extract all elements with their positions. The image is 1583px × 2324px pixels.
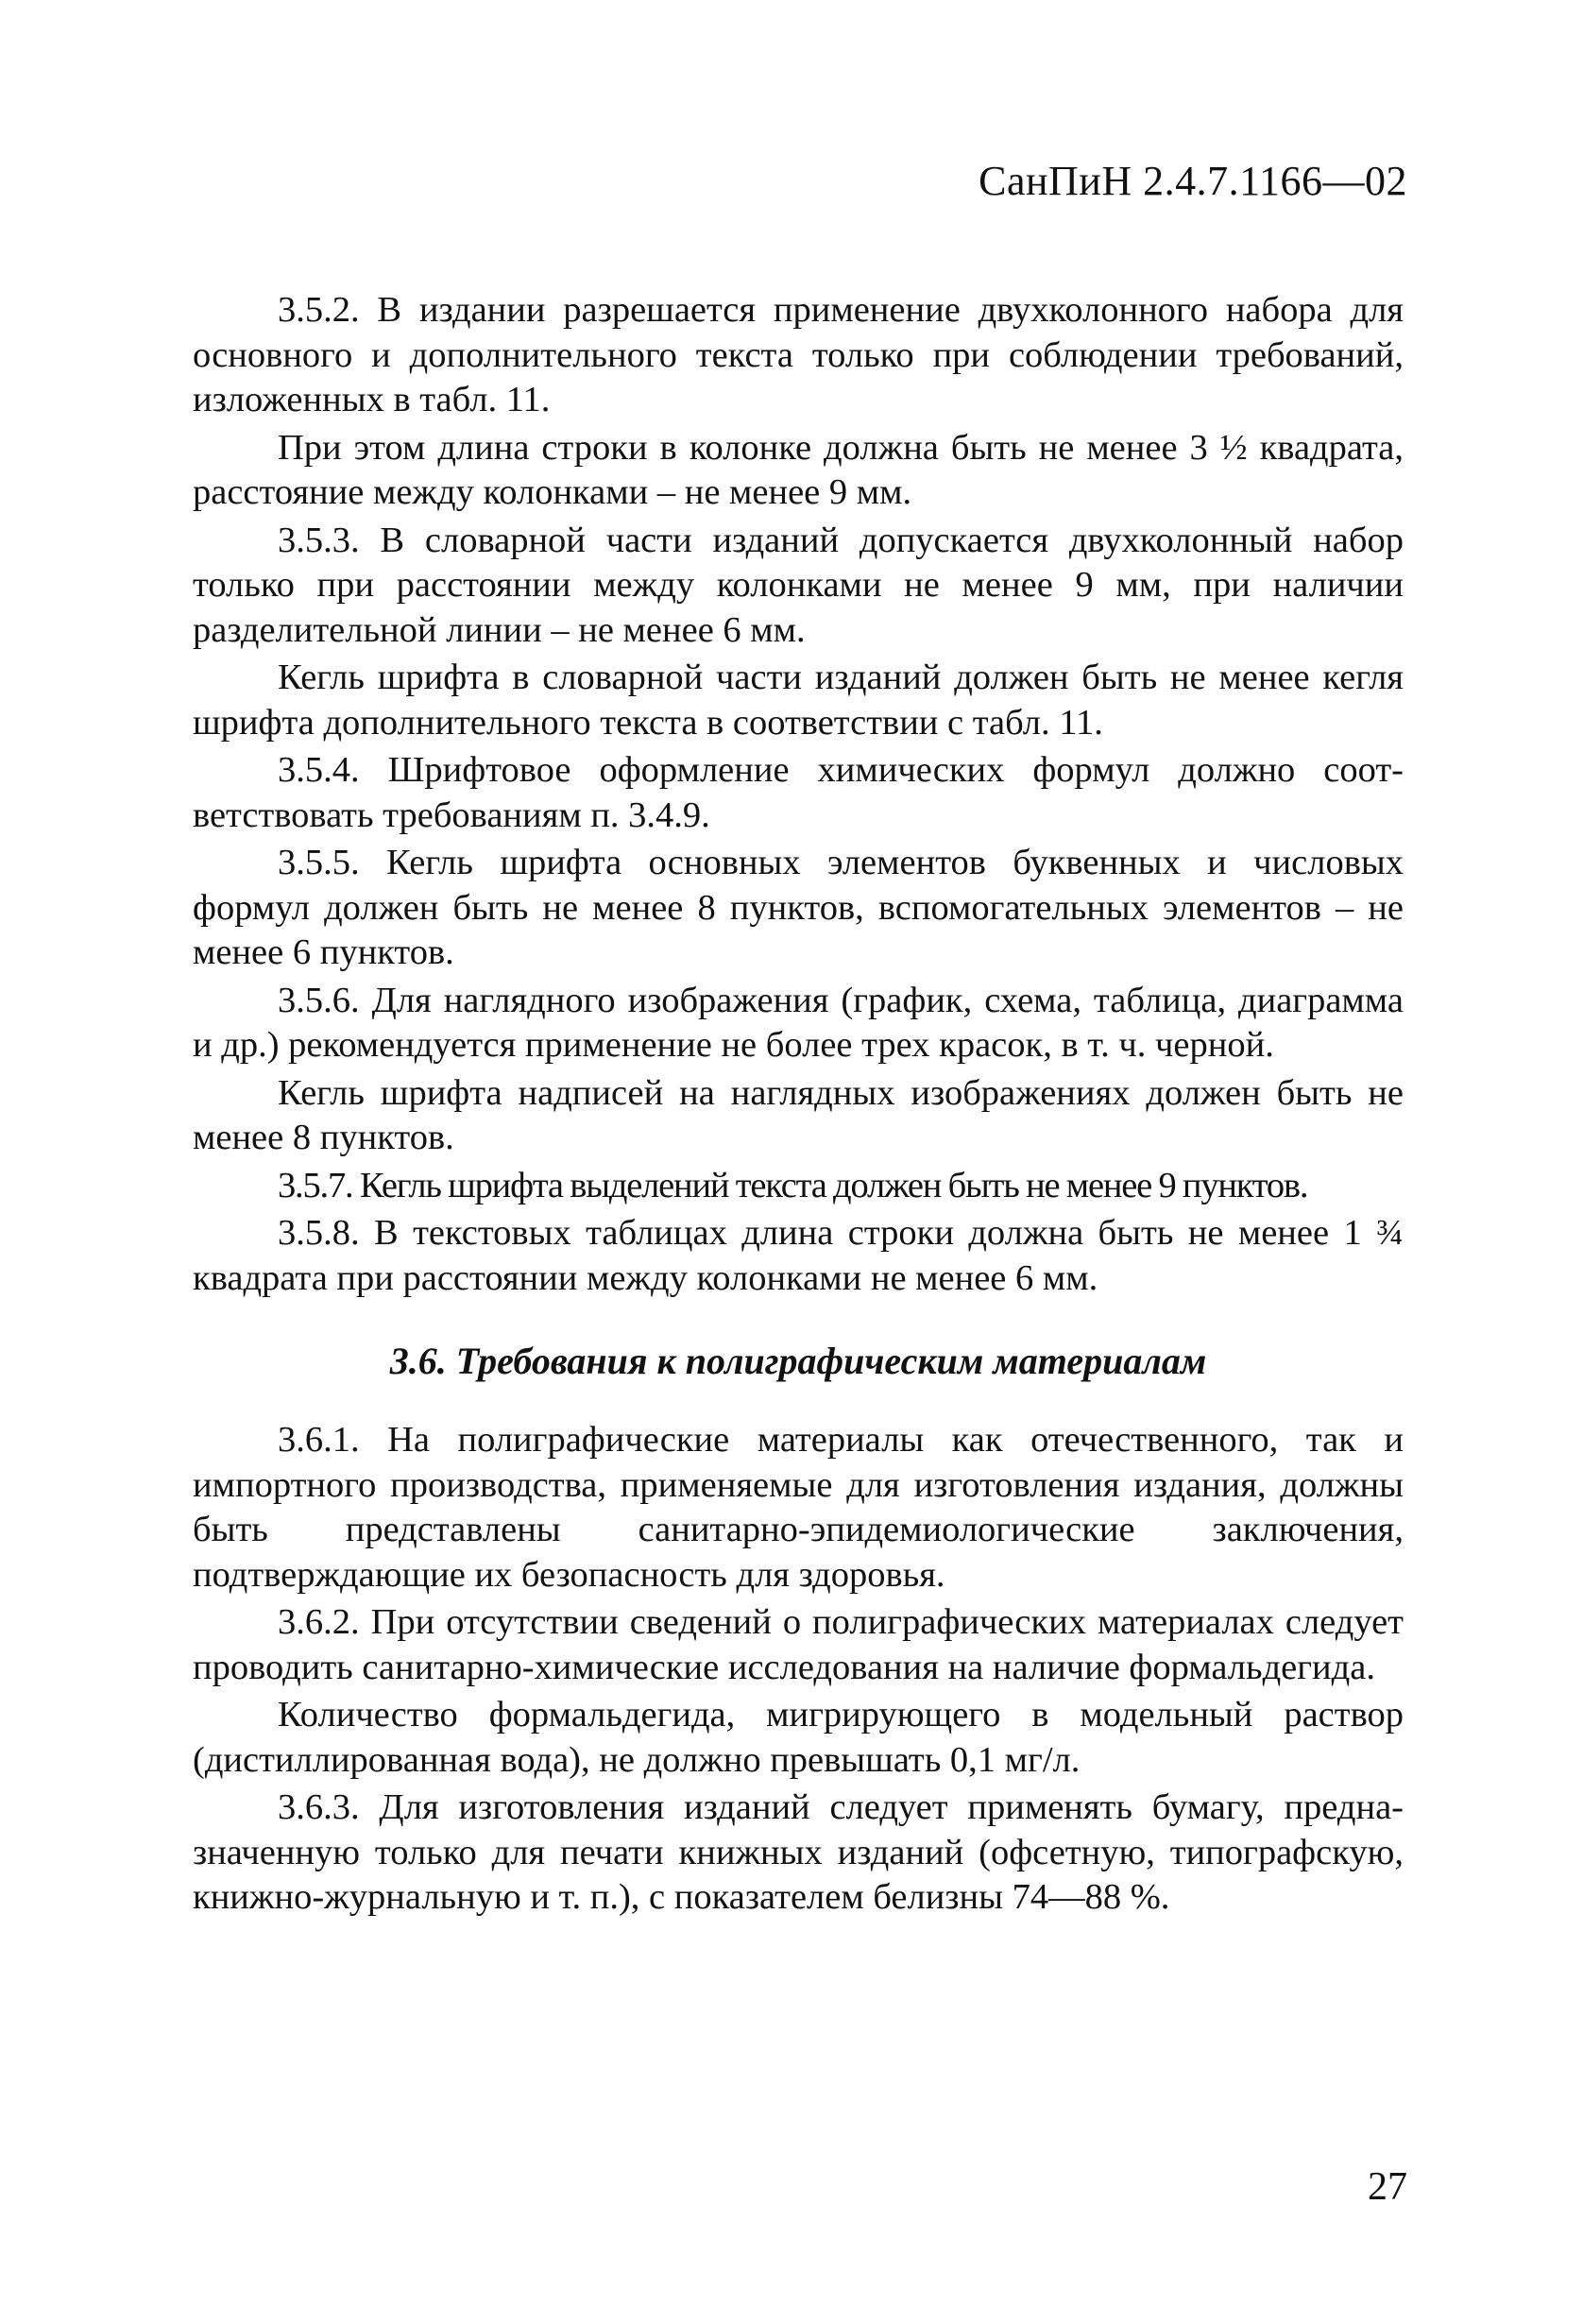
paragraph-column-width: При этом длина строки в колонке должна быть не менее 3 ½ квадрата, расстояние между колонками – не менее 9 мм.	[193, 427, 1404, 512]
paragraph-3-5-7: 3.5.7. Кегль шрифта выделений текста должен быть не менее 9 пунктов.	[278, 1165, 1308, 1205]
paragraph-3-6-2: 3.6.2. При отсутствии сведений о полиграфических материалах следует проводить санитарно-химические исследования на наличие формальдегида.	[193, 1602, 1404, 1687]
section-title-3-6: 3.6. Требования к полиграфическим материалам	[389, 1340, 1207, 1382]
page-number: 27	[1368, 2165, 1407, 2209]
paragraph-dictionary-font-size: Кегль шрифта в словарной части изданий должен быть не менее кегля шрифта дополнительного текста в соответствии с табл. 11.	[193, 658, 1404, 743]
paragraph-labels-font-size: Кегль шрифта надписей на наглядных изображениях должен быть не менее 8 пунктов.	[193, 1072, 1404, 1157]
paragraph-3-5-5: 3.5.5. Кегль шрифта основных элементов буквенных и числовых формул должен быть не менее 8 пунктов, вспомогательных элементов – не менее 6 пунктов.	[193, 843, 1404, 972]
paragraph-3-6-3: 3.6.3. Для изготовления изданий следует применять бумагу, предназначенную только для печати книжных изданий (офсетную, типографскую, книжно-журнальную и т. п.), с показателем белизны 74—88 %.	[193, 1787, 1404, 1917]
paragraph-3-5-6: 3.5.6. Для наглядного изображения (график, схема, таблица, диаграмма и др.) рекомендуется применение не более трех красок, в т. ч. черной.	[193, 980, 1404, 1065]
paragraph-formaldehyde-limit: Количество формальдегида, мигрирующего в модельный раствор (дистиллированная вода), не должно превышать 0,1 мг/л.	[193, 1695, 1404, 1780]
document-code-header: СанПиН 2.4.7.1166—02	[979, 158, 1407, 204]
paragraph-3-5-2: 3.5.2. В издании разрешается применение двухколонного набора для основного и дополнительного текста только при соблюдении требований, изложенных в табл. 11.	[193, 290, 1404, 419]
paragraph-3-5-3: 3.5.3. В словарной части изданий допускается двухколонный набор только при расстоянии между колонками не менее 9 мм, при наличии разделительной линии – не менее 6 мм.	[193, 520, 1404, 650]
paragraph-3-5-4: 3.5.4. Шрифтовое оформление химических формул должно соответствовать требованиям п. 3.4.9.	[193, 750, 1404, 835]
paragraph-3-6-1: 3.6.1. На полиграфические материалы как отечественного, так и импортного производства, применяемые для изготовления издания, должны быть представлены санитарно-эпидемиологические заключения, подтверждающие их безопасность для здоровья.	[193, 1420, 1404, 1595]
paragraph-3-5-8: 3.5.8. В текстовых таблицах длина строки должна быть не менее 1 ¾ квадрата при расстоянии между колонками не менее 6 мм.	[193, 1213, 1404, 1298]
document-body	[193, 288, 1404, 1923]
